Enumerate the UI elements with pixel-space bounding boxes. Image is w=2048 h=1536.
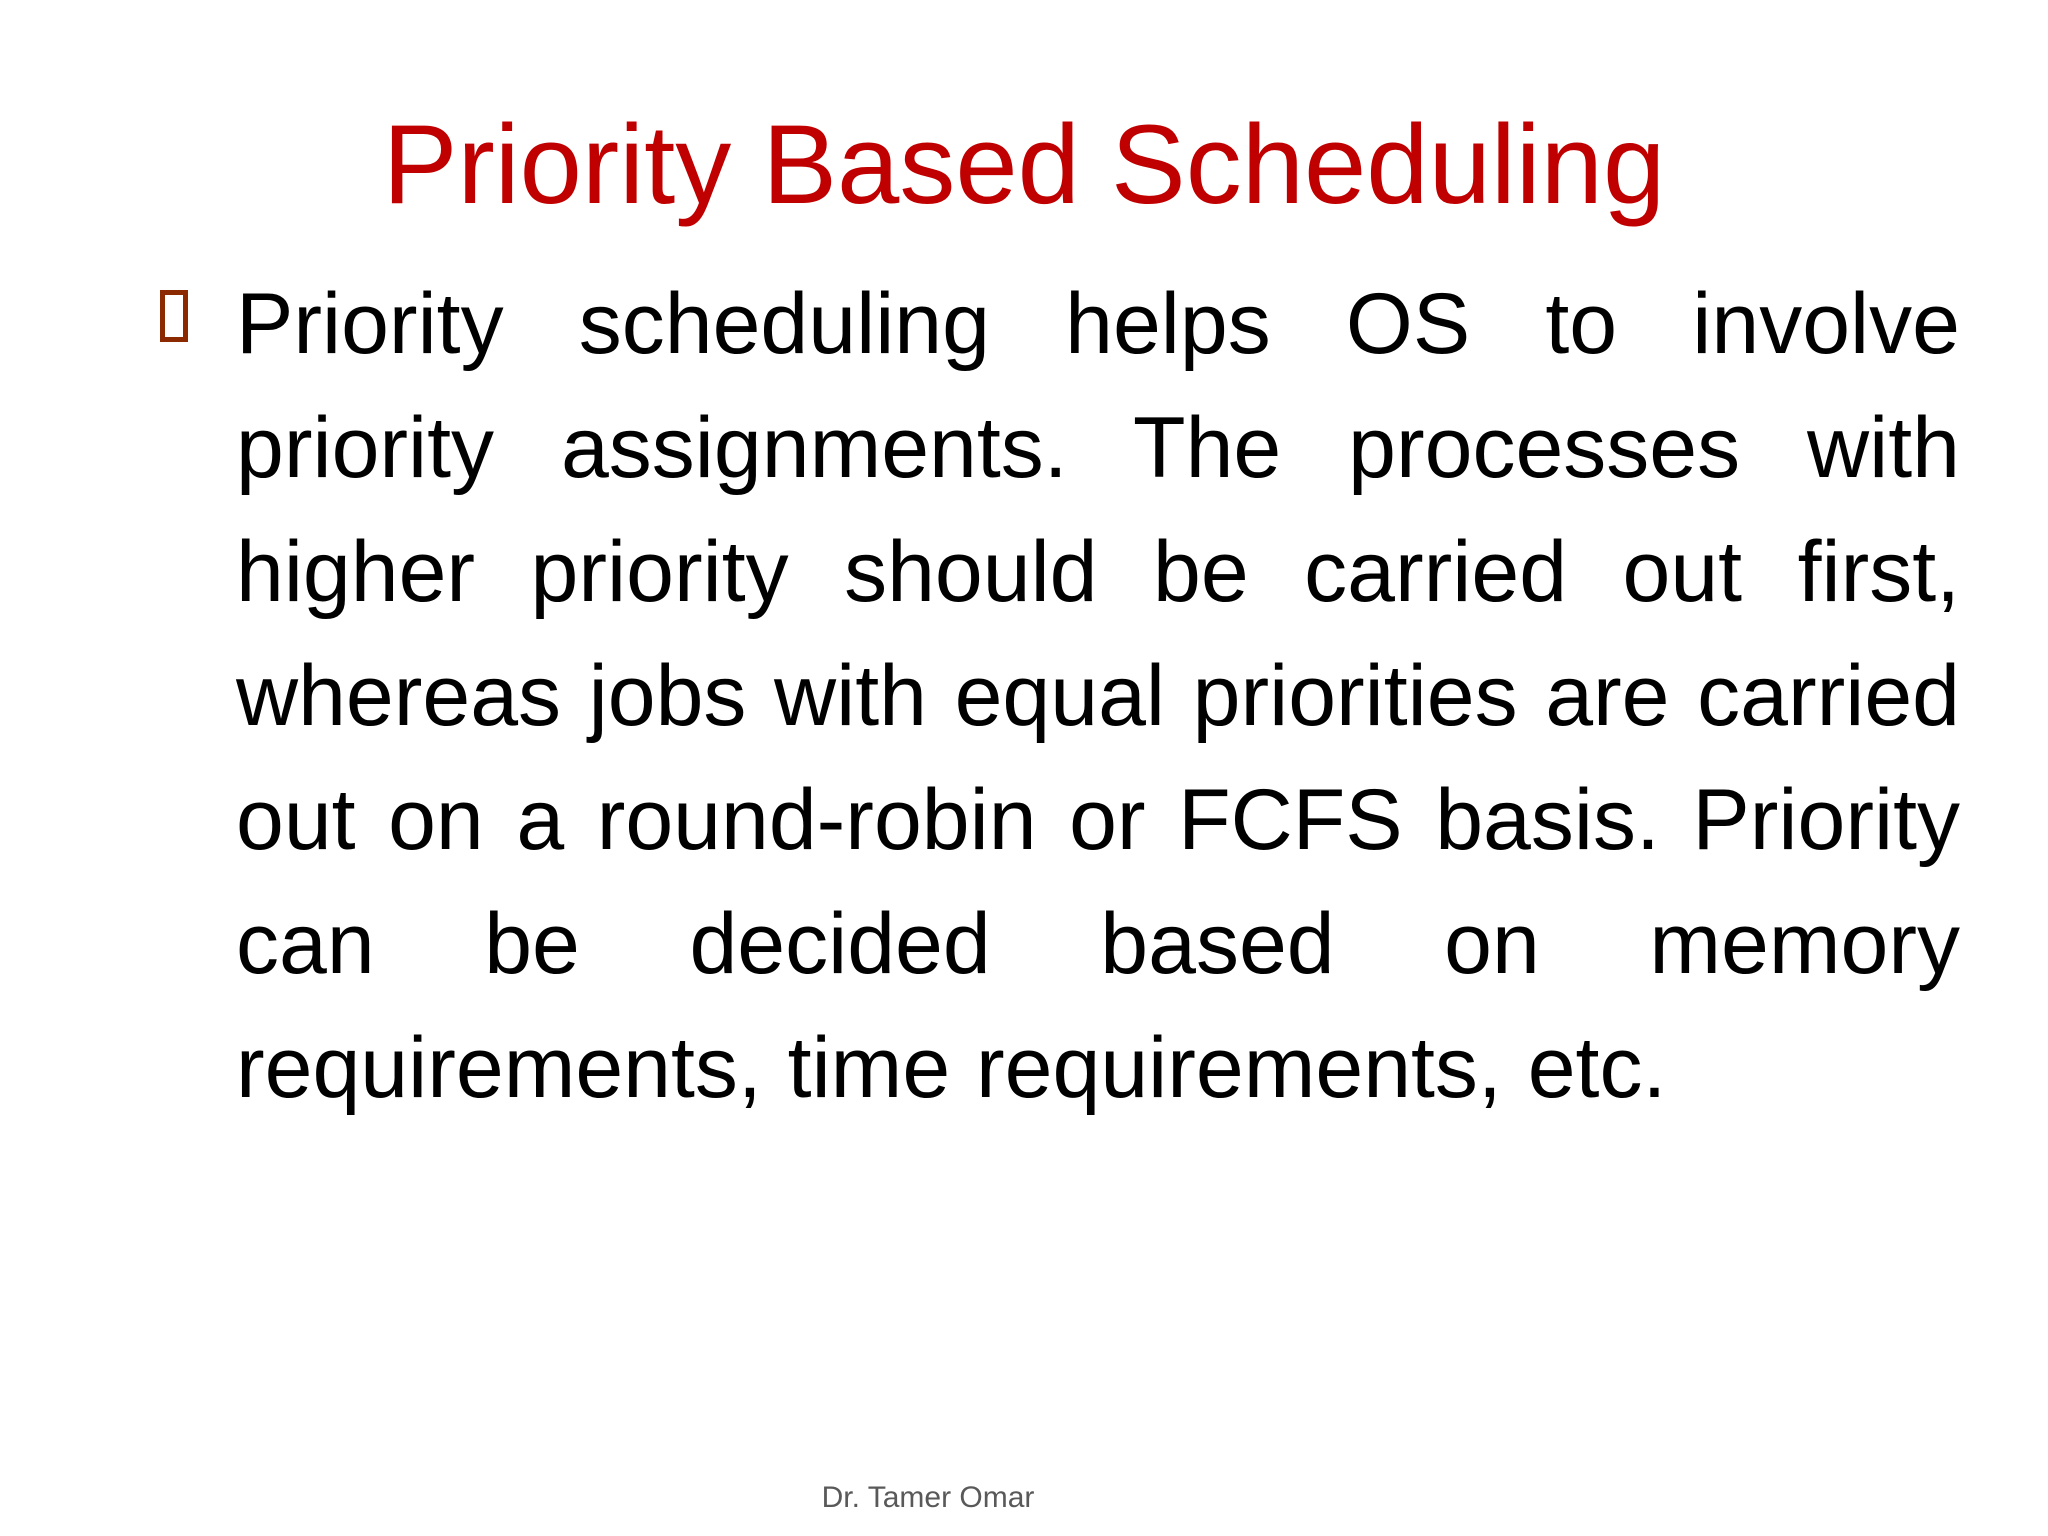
slide-title: Priority Based Scheduling [382,102,1666,227]
square-bullet-icon [160,290,188,342]
footer-author: Dr. Tamer Omar [821,1481,1035,1514]
bullet-list [160,262,1960,1130]
bullet-text: Priority scheduling helps OS to involve priority assignments. The processes with higher priority should be carried out first, whereas jobs with equal priorities are carried out on a round-robin or FCFS basis. Priority can be decided based on memory requirements, time requirements, etc. [236,276,1960,1116]
bullet-item [160,262,1960,1130]
